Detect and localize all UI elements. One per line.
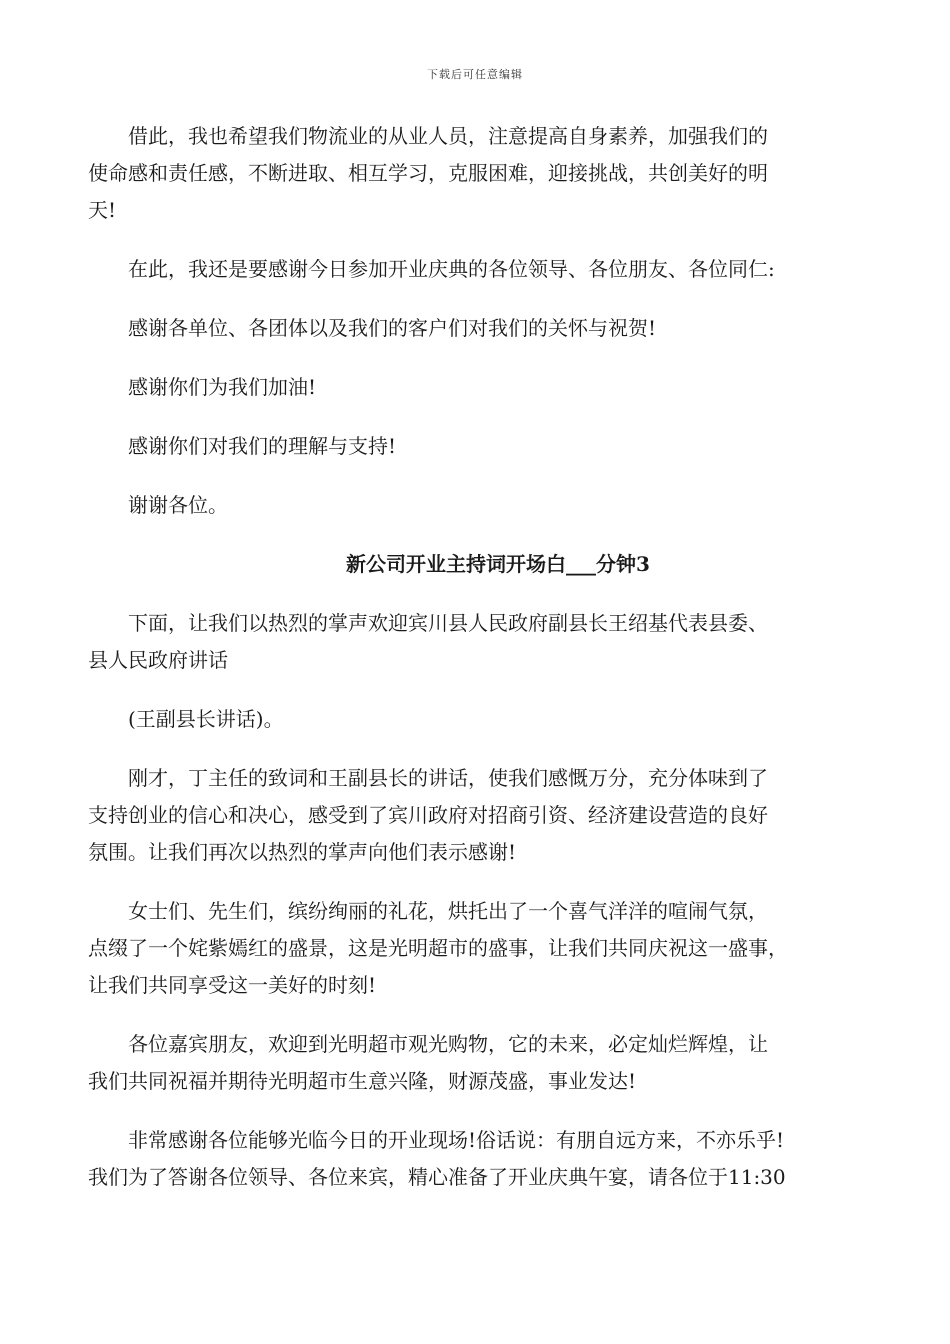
text-line: 谢谢各位。 — [128, 493, 228, 517]
text-line: 感谢你们对我们的理解与支持! — [128, 434, 397, 458]
paragraph — [88, 1122, 868, 1196]
paragraph — [88, 701, 868, 738]
paragraph — [88, 893, 868, 1004]
paragraph — [88, 1026, 868, 1100]
text-line: 点缀了一个姹紫嫣红的盛景，这是光明超市的盛事，让我们共同庆祝这一盛事， — [88, 936, 788, 960]
text-line: 我们为了答谢各位领导、各位来宾，精心准备了开业庆典午宴，请各位于11:30 — [88, 1165, 786, 1189]
text-line: 刚才，丁主任的致词和王副县长的讲话，使我们感慨万分，充分体味到了 — [128, 766, 768, 790]
paragraph — [88, 251, 868, 288]
text-line: 下面，让我们以热烈的掌声欢迎宾川县人民政府副县长王绍基代表县委、 — [128, 611, 768, 635]
text-line: 支持创业的信心和决心，感受到了宾川政府对招商引资、经济建设营造的良好 — [88, 803, 768, 827]
text-line: 让我们共同享受这一美好的时刻! — [88, 973, 377, 997]
text-line: 女士们、先生们，缤纷绚丽的礼花，烘托出了一个喜气洋洋的喧闹气氛， — [128, 899, 768, 923]
text-line: 借此，我也希望我们物流业的从业人员，注意提高自身素养，加强我们的 — [128, 124, 768, 148]
paragraph — [88, 428, 868, 465]
text-line: 非常感谢各位能够光临今日的开业现场!俗话说：有朋自远方来，不亦乐乎! — [128, 1128, 785, 1152]
paragraph — [88, 605, 868, 679]
text-line: (王副县长讲话)。 — [128, 707, 284, 731]
text-line: 感谢各单位、各团体以及我们的客户们对我们的关怀与祝贺! — [128, 316, 657, 340]
paragraph — [88, 118, 868, 229]
page-header: 下载后可任意编辑 — [427, 68, 523, 81]
paragraph — [88, 310, 868, 347]
text-line: 氛围。让我们再次以热烈的掌声向他们表示感谢! — [88, 840, 517, 864]
text-line: 我们共同祝福并期待光明超市生意兴隆，财源茂盛，事业发达! — [88, 1069, 637, 1093]
text-line: 在此，我还是要感谢今日参加开业庆典的各位领导、各位朋友、各位同仁: — [128, 257, 775, 281]
text-line: 各位嘉宾朋友，欢迎到光明超市观光购物，它的未来，必定灿烂辉煌，让 — [128, 1032, 768, 1056]
paragraph — [88, 369, 868, 406]
text-line: 感谢你们为我们加油! — [128, 375, 317, 399]
section-heading: 新公司开业主持词开场白___分钟3 — [346, 552, 650, 576]
paragraph — [88, 487, 868, 524]
document-body — [88, 118, 868, 1218]
text-line: 县人民政府讲话 — [88, 648, 228, 672]
paragraph — [88, 760, 868, 871]
text-line: 天! — [88, 198, 117, 222]
text-line: 使命感和责任感，不断进取、相互学习，克服困难，迎接挑战，共创美好的明 — [88, 161, 768, 185]
